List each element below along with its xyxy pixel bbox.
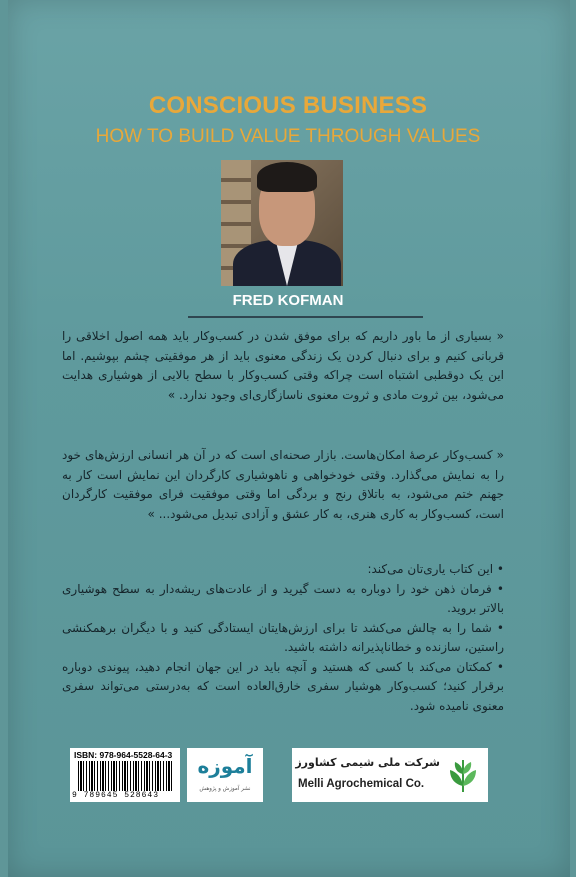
- book-benefits: [62, 560, 504, 716]
- isbn-label: ISBN: 978-964-5528-64-3: [74, 750, 173, 760]
- publisher-logo-box: [187, 748, 263, 802]
- book-title: CONSCIOUS BUSINESS: [148, 92, 428, 119]
- barcode-icon: [78, 761, 174, 791]
- publisher-logo: آموزه: [197, 754, 253, 778]
- book-subtitle: HOW TO BUILD VALUE THROUGH VALUES: [95, 126, 481, 147]
- publisher-tagline: نشر آموزش و پژوهش: [199, 786, 251, 792]
- copublisher-box: [292, 748, 488, 802]
- barcode-number: 9 789645 528643: [72, 791, 160, 800]
- quote-paragraph-2: « کسب‌وکار عرصهٔ امکان‌هاست. بازار صحنه‌ای است که در آن هر انسانی ارزش‌های خود را به نمایش می‌گذارد. وقتی خودخواهی و ناهوشیاری کارگردان این نمایش است کار به جهنم ختم می‌شود، به باتلاق رنج و بردگی اما وقتی موفقیت فرای موفقیت کارگردان است، کسب‌وکار به کاری هنری، به کار عشق و آزادی تبدیل می‌شود... »: [62, 448, 504, 521]
- benefits-intro: • این کتاب یاری‌تان می‌کند:: [367, 562, 504, 576]
- wheat-leaf-icon: [446, 756, 480, 794]
- barcode-box: [70, 748, 180, 802]
- quote-paragraph-1: « بسیاری از ما باور داریم که برای موفق شدن در کسب‌وکار باید همه اصول اخلاقی را قربانی کنیم و برای دنبال کردن یک زندگی معنوی باید از هر موفقیتی چشم بپوشیم. اما این یک دوقطبی اشتباه است چراکه وقتی کسب‌وکار با سطح بالایی از هوشیاری هدایت می‌شود، بین ثروت مادی و ثروت معنوی ناسازگاری‌ای وجود ندارد. »: [62, 329, 504, 402]
- divider-line: [188, 316, 423, 318]
- author-name: FRED KOFMAN: [232, 292, 344, 309]
- benefit-item: • شما را به چالش می‌کشد تا برای ارزش‌هایتان ایستادگی کنید و با دیگران برهمکنشی راستین، سازنده و خطاناپذیرانه داشته باشید.: [62, 620, 504, 654]
- benefit-item: • کمکتان می‌کند با کسی که هستید و آنچه باید در این جهان انجام دهید، پیوندی دوباره برقرار کنید؛ کسب‌وکار هوشیار سفری خارق‌العاده است که به‌درستی می‌تواند سفری معنوی نامیده شود.: [62, 659, 504, 713]
- author-hair: [257, 162, 317, 192]
- copublisher-name-en: Melli Agrochemical Co.: [298, 778, 425, 790]
- author-photo: [221, 160, 343, 286]
- copublisher-name-fa: شرکت ملی شیمی کشاورز: [295, 756, 440, 769]
- benefit-item: • فرمان ذهن خود را دوباره به دست گیرید و از عادت‌های ریشه‌دار به سطح هوشیاری بالاتر بروید.: [62, 581, 504, 615]
